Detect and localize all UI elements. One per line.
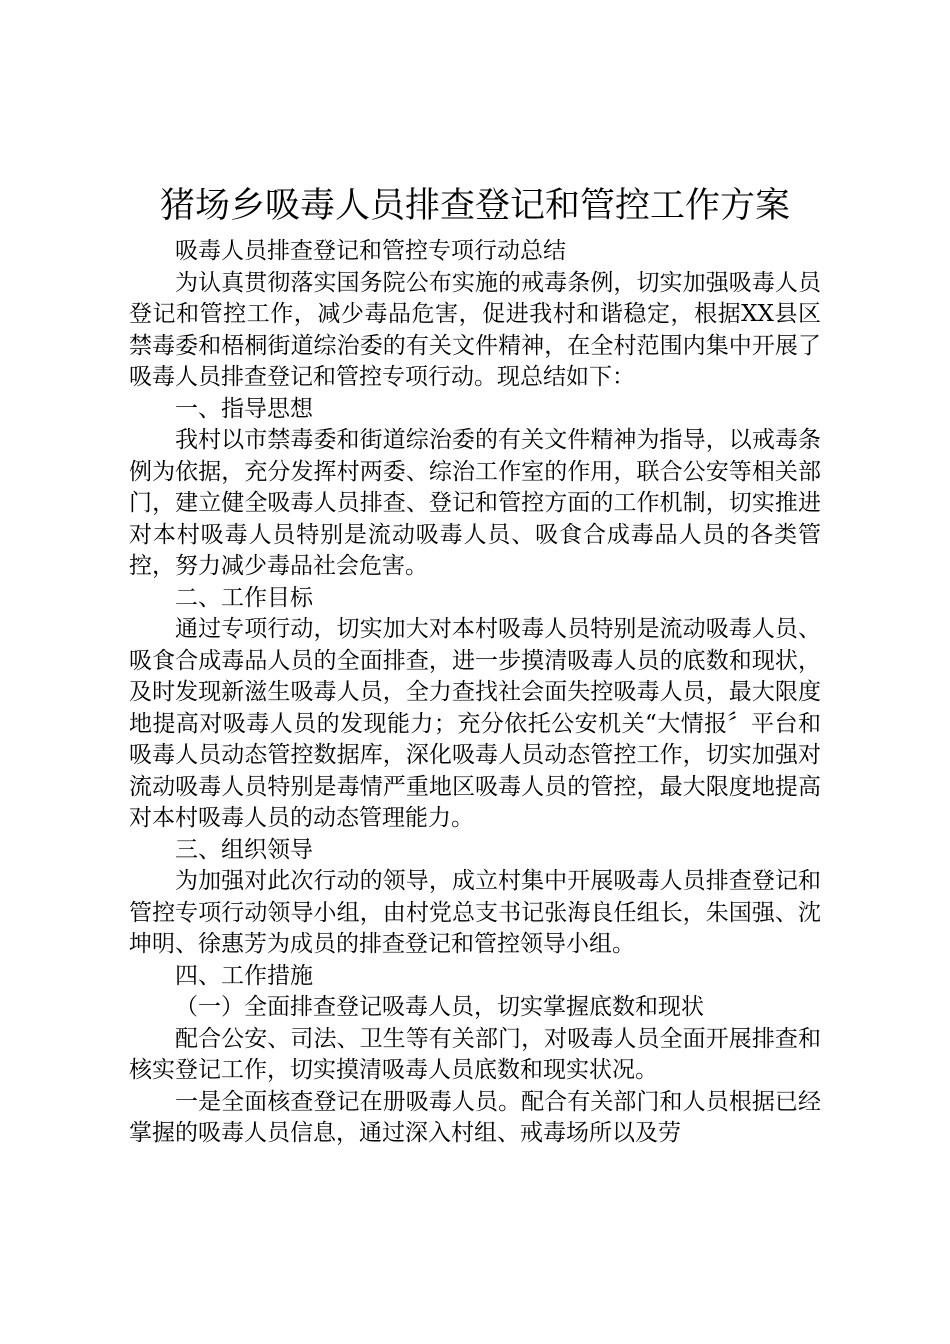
document-body	[129, 236, 821, 1150]
section-heading-work-goal: 二、工作目标	[175, 584, 313, 611]
paragraph-work-goal: 通过专项行动，切实加大对本村吸毒人员特别是流动吸毒人员、吸食合成毒品人员的全面排查，进一步摸清吸毒人员的底数和现状，及时发现新滋生吸毒人员，全力查找社会面失控吸毒人员，最大限度地提高对吸毒人员的发现能力；充分依托公安机关“大情报〞平台和吸毒人员动态管控数据库，深化吸毒人员动态管控工作，切实加强对流动吸毒人员特别是毒情严重地区吸毒人员的管控，最大限度地提高对本村吸毒人员的动态管理能力。	[129, 616, 821, 831]
paragraph-guiding-thought: 我村以市禁毒委和街道综治委的有关文件精神为指导，以戒毒条例为依据，充分发挥村两委、综治工作室的作用，联合公安等相关部门，建立健全吸毒人员排查、登记和管控方面的工作机制，切实推进对本村吸毒人员特别是流动吸毒人员、吸食合成毒品人员的各类管控，努力减少毒品社会危害。	[129, 427, 821, 579]
section-heading-guiding-thought: 一、指导思想	[175, 395, 313, 422]
document-title: 猪场乡吸毒人员排查登记和管控工作方案	[159, 186, 790, 226]
paragraph-leadership: 为加强对此次行动的领导，成立村集中开展吸毒人员排查登记和管控专项行动领导小组，由村党总支书记张海良任组长，朱国强、沈坤明、徐惠芳为成员的排查登记和管控领导小组。	[129, 868, 821, 957]
paragraph-investigation: 配合公安、司法、卫生等有关部门，对吸毒人员全面开展排查和核实登记工作，切实摸清吸毒人员底数和现实状况。	[129, 1025, 821, 1083]
section-heading-leadership: 三、组织领导	[175, 836, 313, 863]
section-heading-measures: 四、工作措施	[175, 962, 313, 989]
paragraph-first-measure: 一是全面核查登记在册吸毒人员。配合有关部门和人员根据已经掌握的吸毒人员信息，通过深入村组、戒毒场所以及劳	[129, 1088, 821, 1146]
paragraph-intro: 为认真贯彻落实国务院公布实施的戒毒条例，切实加强吸毒人员登记和管控工作，减少毒品危害，促进我村和谐稳定，根据XX县区禁毒委和梧桐街道综治委的有关文件精神，在全村范围内集中开展了吸毒人员排查登记和管控专项行动。现总结如下：	[129, 269, 821, 390]
paragraph-subtitle: 吸毒人员排查登记和管控专项行动总结	[175, 238, 566, 264]
subsection-heading-investigation: （一）全面排查登记吸毒人员，切实掌握底数和现状	[175, 994, 704, 1020]
